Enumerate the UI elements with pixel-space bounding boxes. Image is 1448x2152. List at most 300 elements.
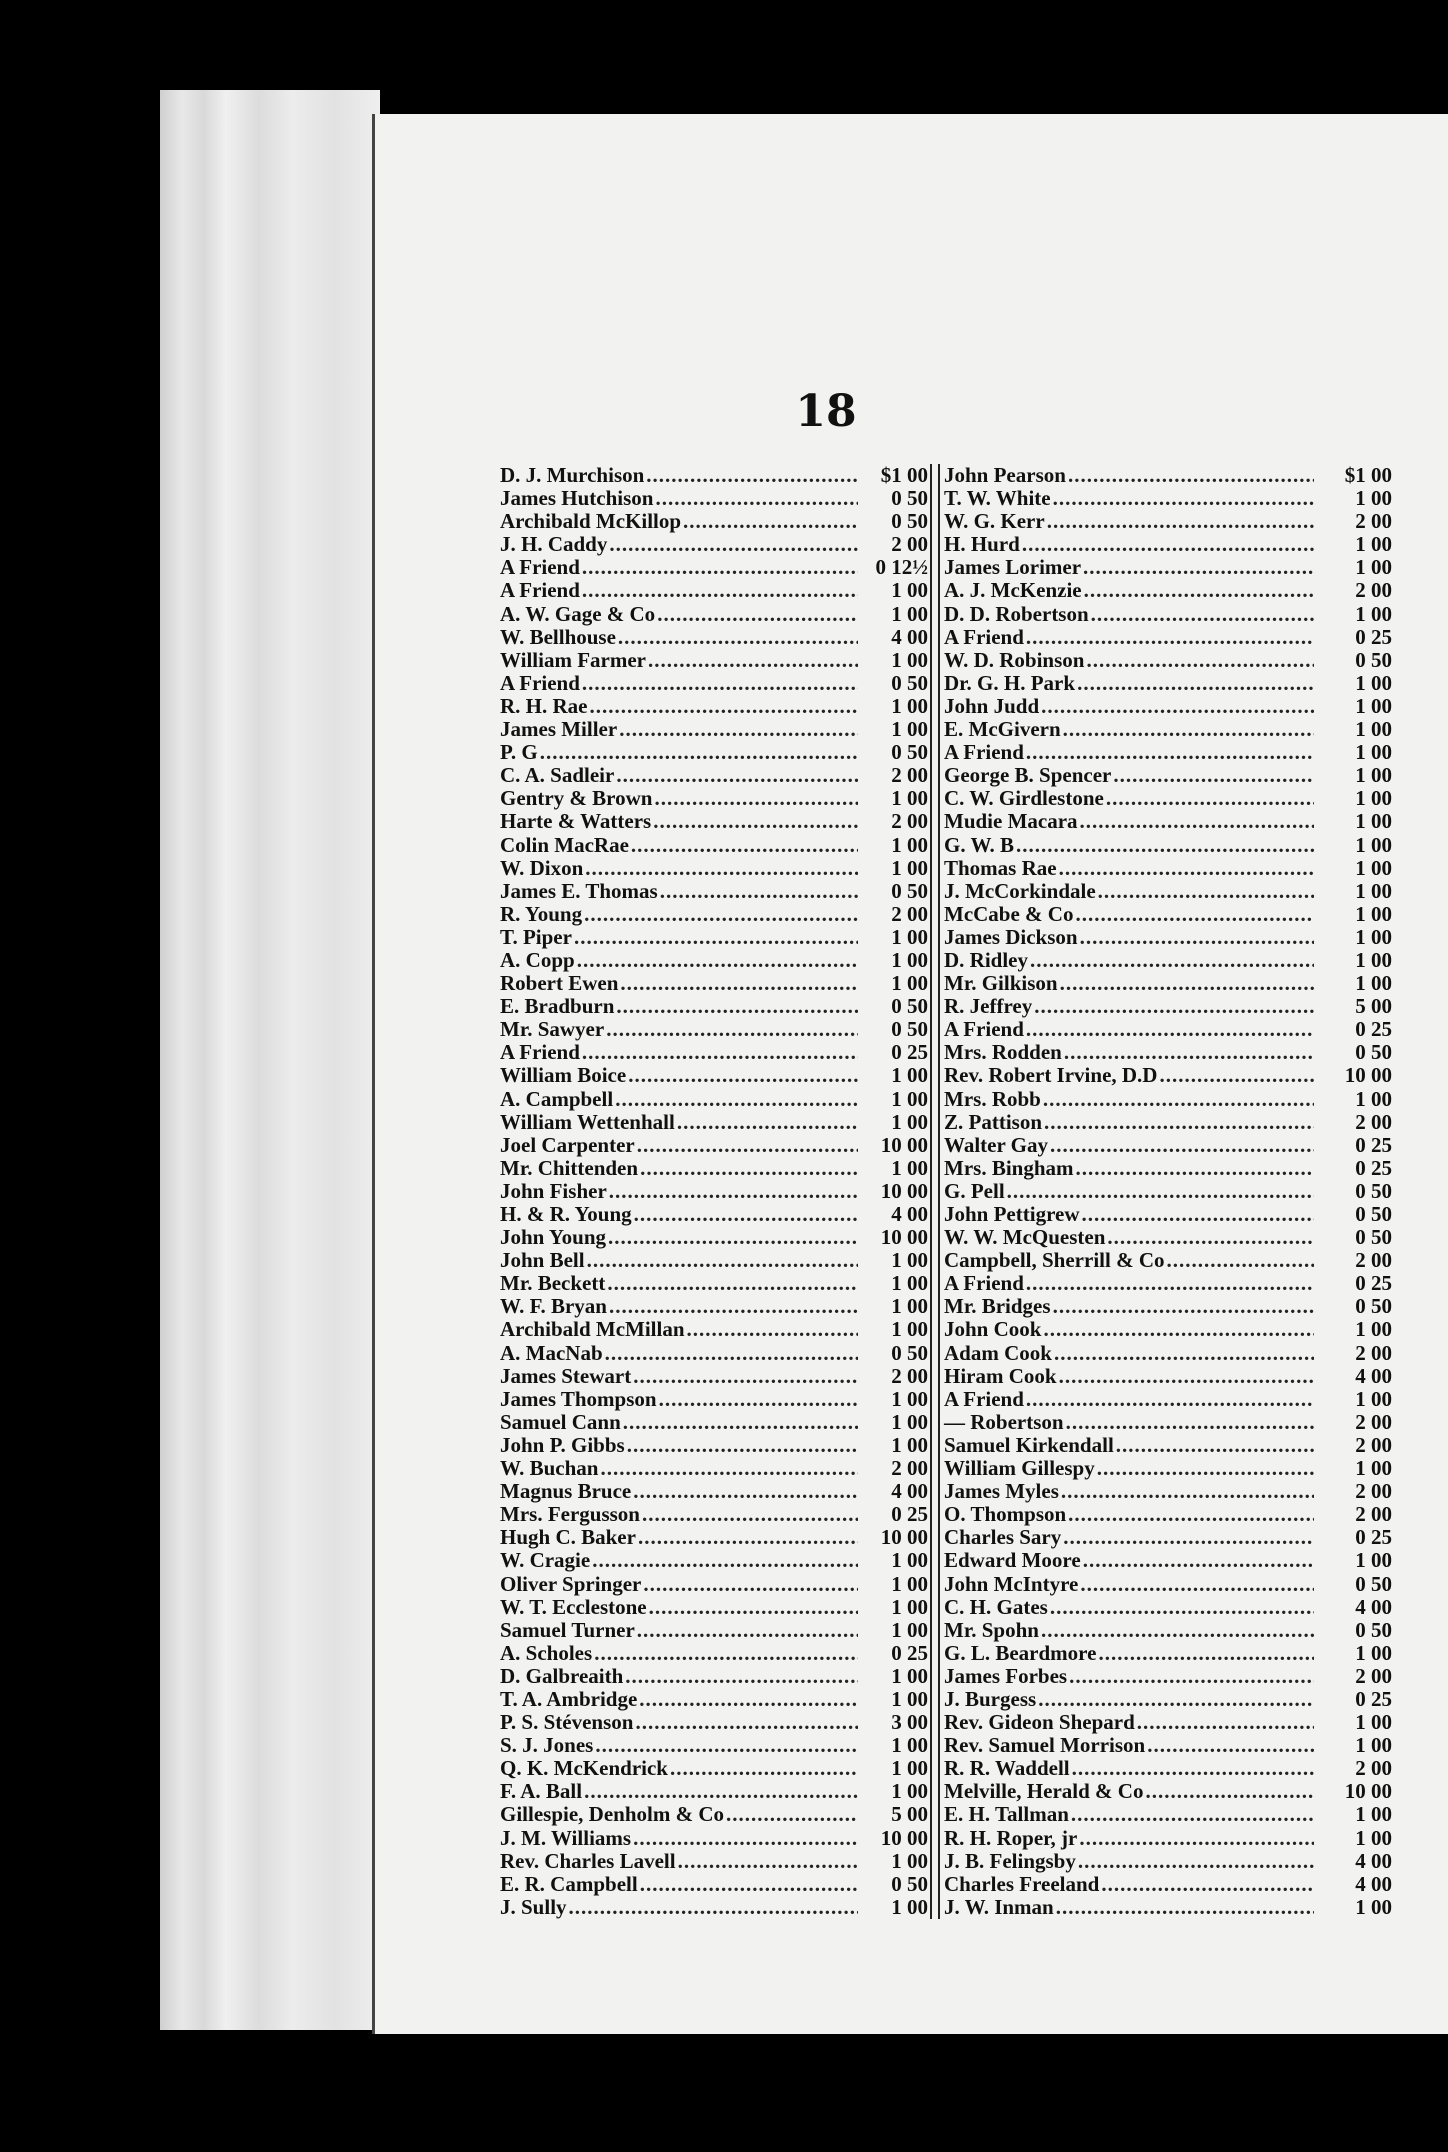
subscription-amount: 4 00 <box>1355 1849 1392 1873</box>
subscription-amount: 1 00 <box>858 926 932 949</box>
subscriber-name: Walter Gay <box>944 1133 1049 1157</box>
leader-dots <box>1078 1850 1314 1873</box>
leader-dots <box>1097 1457 1314 1480</box>
subscriber-row <box>940 533 1392 556</box>
subscription-amount: 1 00 <box>1355 1734 1392 1758</box>
subscriber-name: William Gillespy <box>944 1457 1095 1481</box>
subscription-amount: 10 00 <box>1344 1780 1392 1804</box>
subscriber-row <box>500 556 932 579</box>
subscription-amount: 1 00 <box>858 1549 932 1572</box>
subscription-amount: 1 00 <box>858 1757 932 1780</box>
subscriber-row <box>500 903 932 926</box>
subscriber-row <box>940 1434 1392 1457</box>
subscriber-row <box>500 1896 932 1919</box>
subscriber-name: W. W. McQuesten <box>944 1226 1106 1250</box>
subscription-amount: $1 00 <box>1344 464 1392 487</box>
leader-dots <box>587 1249 858 1272</box>
leader-dots <box>582 672 858 695</box>
subscriber-row <box>940 1757 1392 1780</box>
subscriber-row <box>500 1480 932 1503</box>
subscriber-row <box>500 1111 932 1134</box>
leader-dots <box>1064 1041 1314 1064</box>
subscriber-name: Archibald McMillan <box>500 1318 685 1342</box>
leader-dots <box>1026 626 1314 649</box>
subscriber-name: James Miller <box>500 718 618 742</box>
subscription-amount: 0 50 <box>858 1342 932 1365</box>
subscriber-name: R. Young <box>500 902 583 926</box>
subscription-amount: 0 25 <box>1355 1133 1392 1157</box>
subscription-amount: 1 00 <box>858 1157 932 1180</box>
subscriber-row <box>940 880 1392 903</box>
leader-dots <box>633 1480 858 1503</box>
leader-dots <box>1083 556 1314 579</box>
subscriber-name: James Forbes <box>944 1664 1068 1688</box>
subscriber-row <box>940 1573 1392 1596</box>
subscriber-row <box>940 1226 1392 1249</box>
subscriber-row <box>940 741 1392 764</box>
subscription-amount: 0 25 <box>1355 1018 1392 1042</box>
subscriber-name: Charles Freeland <box>944 1872 1100 1896</box>
leader-dots <box>1116 1434 1314 1457</box>
subscriber-name: W. Cragie <box>500 1549 591 1573</box>
subscriber-name: Mr. Chittenden <box>500 1156 639 1180</box>
leader-dots <box>1147 1734 1314 1757</box>
subscription-amount: 0 50 <box>858 510 932 533</box>
subscriber-row <box>500 1272 932 1295</box>
leader-dots <box>1167 1249 1315 1272</box>
subscriber-name: Mr. Spohn <box>944 1618 1039 1642</box>
subscription-amount: 1 00 <box>858 1434 932 1457</box>
leader-dots <box>1061 1480 1314 1503</box>
leader-dots <box>623 1411 858 1434</box>
subscription-amount: 0 50 <box>858 741 932 764</box>
subscriber-name: S. J. Jones <box>500 1734 594 1758</box>
leader-dots <box>1072 1757 1314 1780</box>
subscription-amount: 1 00 <box>858 1688 932 1711</box>
subscription-amount: 1 00 <box>858 695 932 718</box>
subscription-amount: 4 00 <box>1355 1595 1392 1619</box>
subscription-amount: 1 00 <box>1355 1457 1392 1481</box>
leader-dots <box>1026 1018 1314 1041</box>
subscriber-row <box>500 1411 932 1434</box>
subscriber-row <box>940 1342 1392 1365</box>
leader-dots <box>609 1295 858 1318</box>
subscriber-row <box>500 1827 932 1850</box>
subscriber-row <box>500 603 932 626</box>
leader-dots <box>1063 718 1314 741</box>
leader-dots <box>1079 1827 1314 1850</box>
subscriber-row <box>500 626 932 649</box>
subscriber-name: John Cook <box>944 1318 1042 1342</box>
subscription-amount: 4 00 <box>858 626 932 649</box>
subscription-amount: 3 00 <box>858 1711 932 1734</box>
subscriber-name: Samuel Kirkendall <box>944 1433 1114 1457</box>
subscription-amount: 2 00 <box>858 1365 932 1388</box>
subscriber-name: J. M. Williams <box>500 1826 632 1850</box>
subscription-amount: 1 00 <box>858 1088 932 1111</box>
subscription-amount: 1 00 <box>858 972 932 995</box>
subscriber-row <box>940 972 1392 995</box>
subscriber-name: Hugh C. Baker <box>500 1526 636 1550</box>
subscriber-name: James Myles <box>944 1480 1059 1504</box>
subscriber-row <box>940 1318 1392 1341</box>
subscriber-row <box>500 1180 932 1203</box>
subscriber-row <box>940 1018 1392 1041</box>
subscriber-row <box>500 1249 932 1272</box>
subscription-amount: 1 00 <box>858 1318 932 1341</box>
subscriber-name: E. Bradburn <box>500 995 615 1019</box>
subscriber-row <box>940 1365 1392 1388</box>
subscriber-name: T. W. White <box>944 487 1051 511</box>
leader-dots <box>609 1180 858 1203</box>
subscriber-row <box>500 1134 932 1157</box>
leader-dots <box>1034 995 1314 1018</box>
subscriber-name: A. Copp <box>500 948 575 972</box>
subscriber-row <box>940 1549 1392 1572</box>
leader-dots <box>606 1018 858 1041</box>
subscription-amount: 1 00 <box>1355 948 1392 972</box>
subscriber-name: W. Bellhouse <box>500 625 616 649</box>
leader-dots <box>1080 1573 1314 1596</box>
leader-dots <box>654 787 858 810</box>
subscriber-row <box>940 1041 1392 1064</box>
leader-dots <box>1041 695 1314 718</box>
subscriber-row <box>500 533 932 556</box>
leader-dots <box>1056 1896 1314 1919</box>
subscriber-name: P. G <box>500 741 538 765</box>
subscriber-name: G. L. Beardmore <box>944 1641 1097 1665</box>
subscriber-name: Adam Cook <box>944 1341 1052 1365</box>
subscription-amount: 10 00 <box>858 1226 932 1249</box>
subscriber-row <box>500 510 932 533</box>
leader-dots <box>1053 487 1314 510</box>
subscription-amount: 0 12½ <box>858 556 932 579</box>
subscriber-row <box>500 649 932 672</box>
subscription-amount: 0 50 <box>1355 1179 1392 1203</box>
subscriber-name: J. B. Felingsby <box>944 1849 1076 1873</box>
subscription-amount: 4 00 <box>1355 1872 1392 1896</box>
subscription-amount: 10 00 <box>858 1526 932 1549</box>
subscriber-name: Dr. G. H. Park <box>944 671 1076 695</box>
subscriber-row <box>940 1642 1392 1665</box>
subscriber-row <box>500 1688 932 1711</box>
subscriber-name: Harte & Watters <box>500 810 652 834</box>
subscription-amount: 4 00 <box>858 1203 932 1226</box>
subscriber-name: Mrs. Rodden <box>944 1041 1062 1065</box>
leader-dots <box>1113 764 1314 787</box>
subscription-amount: 1 00 <box>1355 487 1392 511</box>
subscriber-name: James Stewart <box>500 1364 632 1388</box>
subscriber-row <box>500 1226 932 1249</box>
subscriber-name: John McIntyre <box>944 1572 1079 1596</box>
subscription-amount: 0 50 <box>858 487 932 510</box>
subscription-amount: 0 25 <box>1355 1687 1392 1711</box>
subscriber-name: E. McGivern <box>944 718 1061 742</box>
subscription-amount: 1 00 <box>1355 1387 1392 1411</box>
subscriber-row <box>500 1388 932 1411</box>
leader-dots <box>582 579 858 602</box>
subscriber-name: William Boice <box>500 1064 627 1088</box>
subscriber-row <box>500 695 932 718</box>
subscription-amount: 0 50 <box>1355 648 1392 672</box>
leader-dots <box>660 880 858 903</box>
subscriber-name: John P. Gibbs <box>500 1433 625 1457</box>
leader-dots <box>648 649 858 672</box>
subscriber-name: James Lorimer <box>944 556 1082 580</box>
subscriber-name: Z. Pattison <box>944 1110 1043 1134</box>
leader-dots <box>1030 949 1314 972</box>
subscription-amount: 1 00 <box>1355 718 1392 742</box>
subscriber-name: John Young <box>500 1226 607 1250</box>
subscriber-name: — Robertson <box>944 1410 1064 1434</box>
subscriber-row <box>940 626 1392 649</box>
leader-dots <box>577 949 858 972</box>
subscriber-name: Rev. Robert Irvine, D.D <box>944 1064 1158 1088</box>
subscriber-name: Oliver Springer <box>500 1572 642 1596</box>
leader-dots <box>1022 533 1314 556</box>
subscriber-row <box>940 1711 1392 1734</box>
subscriber-name: G. W. B <box>944 833 1015 857</box>
leader-dots <box>625 1665 858 1688</box>
subscriber-name: Rev. Samuel Morrison <box>944 1734 1146 1758</box>
subscriber-row <box>500 1780 932 1803</box>
subscriber-name: P. S. Stévenson <box>500 1711 634 1735</box>
leader-dots <box>1007 1180 1314 1203</box>
document-page <box>372 114 1448 2034</box>
subscription-amount: 2 00 <box>1355 1410 1392 1434</box>
subscription-amount: 1 00 <box>1355 602 1392 626</box>
subscription-amount: 0 50 <box>858 1873 932 1896</box>
subscriber-name: R. H. Rae <box>500 694 588 718</box>
subscriber-name: Gentry & Brown <box>500 787 653 811</box>
subscriber-name: Mrs. Fergusson <box>500 1503 640 1527</box>
leader-dots <box>1038 1688 1314 1711</box>
subscription-amount: 2 00 <box>858 533 932 556</box>
subscriber-row <box>940 995 1392 1018</box>
leader-dots <box>627 1434 858 1457</box>
subscriber-name: C. A. Sadleir <box>500 764 615 788</box>
subscriber-row <box>500 1665 932 1688</box>
leader-dots <box>1016 834 1314 857</box>
subscriber-row <box>940 1827 1392 1850</box>
subscriber-row <box>500 787 932 810</box>
subscriber-name: Robert Ewen <box>500 972 619 996</box>
leader-dots <box>1080 810 1314 833</box>
subscriber-name: E. R. Campbell <box>500 1872 638 1896</box>
subscription-amount: 0 25 <box>1355 625 1392 649</box>
subscriber-row <box>940 1249 1392 1272</box>
subscriber-name: A. J. McKenzie <box>944 579 1082 603</box>
subscription-amount: $1 00 <box>858 464 932 487</box>
subscriber-row <box>500 1873 932 1896</box>
subscription-amount: 1 00 <box>858 787 932 810</box>
subscription-amount: 0 50 <box>858 672 932 695</box>
subscriber-row <box>940 1134 1392 1157</box>
subscriber-name: G. Pell <box>944 1179 1005 1203</box>
subscriber-row <box>940 787 1392 810</box>
subscriber-row <box>500 1018 932 1041</box>
subscription-amount: 0 25 <box>858 1642 932 1665</box>
leader-dots <box>633 1365 858 1388</box>
subscriber-row <box>940 1896 1392 1919</box>
leader-dots <box>678 1850 858 1873</box>
subscriber-name: Mr. Bridges <box>944 1295 1051 1319</box>
subscription-amount: 0 25 <box>1355 1526 1392 1550</box>
subscriber-name: W. Buchan <box>500 1457 599 1481</box>
subscription-amount: 1 00 <box>1355 671 1392 695</box>
subscriber-row <box>940 695 1392 718</box>
subscriber-row <box>940 926 1392 949</box>
leader-dots <box>1107 1226 1314 1249</box>
subscriber-row <box>500 995 932 1018</box>
subscriber-row <box>500 741 932 764</box>
leader-dots <box>639 1688 858 1711</box>
subscription-amount: 1 00 <box>858 1388 932 1411</box>
subscriber-row <box>940 903 1392 926</box>
subscriber-name: R. Jeffrey <box>944 995 1033 1019</box>
subscriber-row <box>940 949 1392 972</box>
subscriber-name: W. F. Bryan <box>500 1295 607 1319</box>
leader-dots <box>1077 672 1314 695</box>
subscription-amount: 2 00 <box>1355 579 1392 603</box>
leader-dots <box>618 626 858 649</box>
subscriber-row <box>500 1573 932 1596</box>
subscription-amount: 2 00 <box>1355 1341 1392 1365</box>
subscription-amount: 1 00 <box>858 1734 932 1757</box>
subscription-amount: 1 00 <box>1355 741 1392 765</box>
subscription-amount: 0 50 <box>1355 1041 1392 1065</box>
subscriber-row <box>500 1596 932 1619</box>
leader-dots <box>1059 857 1314 880</box>
subscription-amount: 1 00 <box>858 1596 932 1619</box>
subscriber-row <box>940 1596 1392 1619</box>
leader-dots <box>1076 1157 1314 1180</box>
subscriber-name: John Fisher <box>500 1179 607 1203</box>
subscriber-name: John Pettigrew <box>944 1203 1080 1226</box>
leader-dots <box>1068 464 1314 487</box>
subscription-amount: 1 00 <box>1355 556 1392 580</box>
subscriber-name: Q. K. McKendrick <box>500 1757 668 1781</box>
subscription-amount: 1 00 <box>1355 1711 1392 1735</box>
subscriber-name: Mrs. Robb <box>944 1087 1041 1111</box>
subscriber-row <box>500 1549 932 1572</box>
leader-dots <box>1044 1111 1314 1134</box>
leader-dots <box>619 718 858 741</box>
subscription-amount: 2 00 <box>1355 1110 1392 1134</box>
subscription-amount: 1 00 <box>1355 1318 1392 1342</box>
subscription-amount: 1 00 <box>1355 972 1392 996</box>
subscription-amount: 1 00 <box>858 1064 932 1087</box>
subscriber-row <box>500 1734 932 1757</box>
subscriber-row <box>500 1619 932 1642</box>
leader-dots <box>1059 1365 1314 1388</box>
subscription-amount: 0 25 <box>1355 1156 1392 1180</box>
subscriber-row <box>500 880 932 903</box>
subscription-amount: 1 00 <box>1355 694 1392 718</box>
subscriber-row <box>940 1734 1392 1757</box>
subscriber-row <box>940 1064 1392 1087</box>
subscriber-name: William Farmer <box>500 648 646 672</box>
subscriber-name: Rev. Charles Lavell <box>500 1849 676 1873</box>
subscriber-name: F. A. Ball <box>500 1780 583 1804</box>
subscriber-row <box>500 1711 932 1734</box>
subscriber-name: A Friend <box>500 671 580 695</box>
subscriber-row <box>940 1157 1392 1180</box>
subscriber-name: George B. Spencer <box>944 764 1112 788</box>
leader-dots <box>726 1803 858 1826</box>
subscriber-name: McCabe & Co <box>944 902 1074 926</box>
subscription-amount: 5 00 <box>1355 995 1392 1019</box>
subscription-amount: 2 00 <box>1355 1664 1392 1688</box>
leader-dots <box>649 1596 858 1619</box>
subscriber-row <box>500 1295 932 1318</box>
leader-dots <box>594 1642 858 1665</box>
subscriber-row <box>940 1272 1392 1295</box>
leader-dots <box>609 533 858 556</box>
subscriber-name: H. Hurd <box>944 533 1020 557</box>
subscriber-name: John Bell <box>500 1249 585 1273</box>
subscriber-name: A. Scholes <box>500 1641 593 1665</box>
leader-dots <box>1047 510 1314 533</box>
leader-dots <box>1101 1873 1314 1896</box>
subscriber-row <box>940 1688 1392 1711</box>
subscription-amount: 1 00 <box>858 1111 932 1134</box>
leader-dots <box>620 972 858 995</box>
subscriber-name: R. R. Waddell <box>944 1757 1070 1781</box>
subscriber-name: O. Thompson <box>944 1503 1067 1527</box>
subscription-amount: 1 00 <box>858 1272 932 1295</box>
subscriber-row <box>940 1111 1392 1134</box>
leader-dots <box>1084 579 1314 602</box>
leader-dots <box>584 903 858 926</box>
subscription-amount: 0 50 <box>858 1018 932 1041</box>
subscriber-name: T. Piper <box>500 925 572 949</box>
book-page-edges <box>160 90 380 2030</box>
subscriber-name: H. & R. Young <box>500 1203 632 1226</box>
subscriber-row <box>940 1088 1392 1111</box>
leader-dots <box>1071 1803 1314 1826</box>
subscriber-name: Mrs. Bingham <box>944 1156 1074 1180</box>
leader-dots <box>595 1734 858 1757</box>
subscription-amount: 1 00 <box>1355 1087 1392 1111</box>
leader-dots <box>637 1619 858 1642</box>
subscription-amount: 1 00 <box>1355 1826 1392 1850</box>
leader-dots <box>1069 1665 1314 1688</box>
subscriber-row <box>500 1203 932 1226</box>
subscriber-row <box>940 1526 1392 1549</box>
leader-dots <box>592 1549 858 1572</box>
subscriber-name: William Wettenhall <box>500 1110 675 1134</box>
subscription-amount: 2 00 <box>1355 1757 1392 1781</box>
subscriber-row <box>940 579 1392 602</box>
subscriber-row <box>500 579 932 602</box>
subscriber-name: Campbell, Sherrill & Co <box>944 1249 1165 1273</box>
subscription-amount: 2 00 <box>1355 1480 1392 1504</box>
subscription-amount: 1 00 <box>858 1780 932 1803</box>
subscriber-row <box>940 1873 1392 1896</box>
subscription-amount: 0 50 <box>1355 1295 1392 1319</box>
subscriber-name: A. Campbell <box>500 1087 614 1111</box>
subscription-amount: 4 00 <box>858 1480 932 1503</box>
leader-dots <box>653 810 858 833</box>
subscriber-row <box>500 718 932 741</box>
subscription-amount: 2 00 <box>858 903 932 926</box>
subscription-amount: 2 00 <box>1355 1503 1392 1527</box>
subscriber-name: A Friend <box>944 1018 1024 1042</box>
subscriber-row <box>940 1180 1392 1203</box>
subscriber-name: A Friend <box>944 1387 1024 1411</box>
subscription-amount: 1 00 <box>858 1896 932 1919</box>
